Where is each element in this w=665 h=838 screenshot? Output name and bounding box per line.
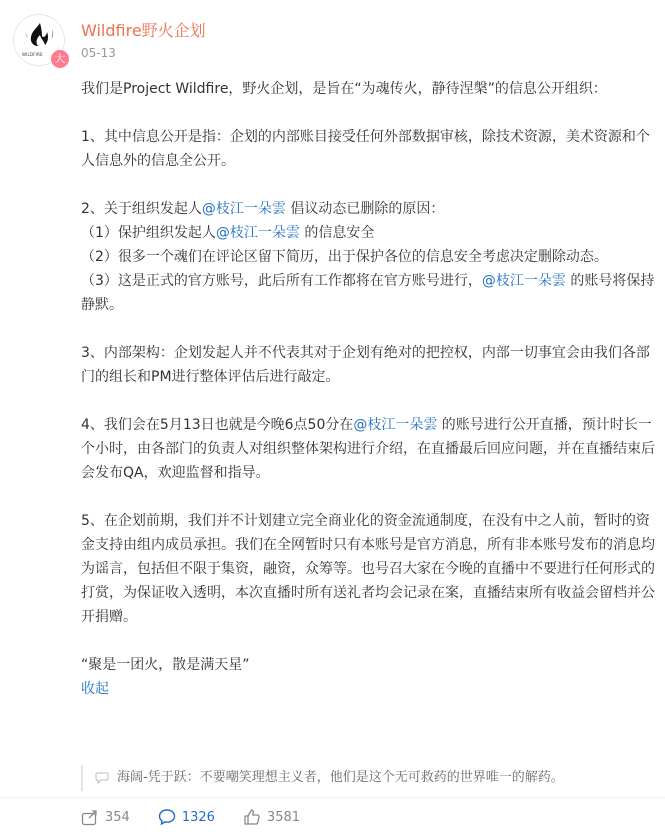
avatar[interactable]: [13, 14, 65, 66]
action-bar: [81, 806, 328, 828]
mention-link[interactable]: @枝江一朵雲: [201, 201, 286, 217]
repost-icon: [81, 808, 99, 826]
account-name[interactable]: Wildfire野火企划: [81, 21, 206, 40]
collapse-link[interactable]: 收起: [81, 681, 109, 697]
post-date[interactable]: 05-13: [81, 46, 116, 60]
post-paragraph-4: 4、我们会在5月13日也就是今晚6点50分在@枝江一朵雲 的账号进行公开直播，预计时长一个小时，由各部门的负责人对组织整体架构进行介绍，在直播最后回应问题，并在直播结束后会发布QA，欢迎监督和指导。: [81, 417, 655, 481]
comment-count: 1326: [181, 809, 215, 825]
repost-count: 354: [105, 809, 130, 825]
avatar-brand-text: WILDFIRE: [22, 52, 43, 57]
comment-button[interactable]: [158, 808, 215, 826]
post-paragraph-1: 1、其中信息公开是指：企划的内部账目接受任何外部数据审核，除技术资源，美术资源和个人信息外的信息全公开。: [81, 129, 650, 169]
like-count: 3581: [266, 809, 301, 825]
comment-bubble-icon: [95, 772, 109, 784]
mention-link[interactable]: @枝江一朵雲: [353, 417, 438, 433]
mention-link[interactable]: @枝江一朵雲: [215, 225, 300, 241]
verified-badge: 大: [50, 49, 70, 69]
comment-icon: [158, 808, 176, 826]
mention-link[interactable]: @枝江一朵雲: [481, 273, 566, 289]
p2-line-2: （1）保护组织发起人@枝江一朵雲 的信息安全: [81, 225, 375, 241]
divider: [0, 797, 665, 798]
p2-line-1: 2、关于组织发起人@枝江一朵雲 倡议动态已删除的原因：: [81, 201, 445, 217]
post-paragraph-5: 5、在企划前期，我们并不计划建立完全商业化的资金流通制度，在没有中之人前，暂时的资金支持由组内成员承担。我们在全网暂时只有本账号是官方消息，所有非本账号发布的消息均为谣言，包括但不限于集资，融资，众筹等。也号召大家在今晚的直播中不要进行任何形式的打赏，为保证收入透明，本次直播时所有送礼者均会记录在案，直播结束所有收益会留档并公开捐赠。: [81, 513, 655, 625]
like-button[interactable]: [243, 808, 300, 826]
p2-line-4: （3）这是正式的官方账号，此后所有工作都将在官方账号进行，@枝江一朵雲 的账号将保持静默。: [81, 273, 655, 313]
post-paragraph-2: [81, 197, 657, 317]
repost-button[interactable]: [81, 808, 130, 826]
post-quote: “聚是一团火，散是满天星”: [81, 657, 250, 673]
featured-comment[interactable]: [81, 765, 657, 791]
featured-comment-text: 海阔-凭于跃：不要嘲笑理想主义者，他们是这个无可救药的世界唯一的解药。: [117, 770, 564, 785]
p2-line-3: （2）很多一个魂们在评论区留下简历，出于保护各位的信息安全考虑决定删除动态。: [81, 249, 608, 265]
thumbs-up-icon: [243, 808, 261, 826]
post-body: [81, 77, 657, 701]
post-paragraph-3: 3、内部架构：企划发起人并不代表其对于企划有绝对的把控权，内部一切事宜会由我们各部门的组长和PM进行整体评估后进行敲定。: [81, 345, 650, 385]
post-intro: 我们是Project Wildfire，野火企划，是旨在“为魂传火，静待涅槃”的信息公开组织：: [81, 81, 607, 97]
